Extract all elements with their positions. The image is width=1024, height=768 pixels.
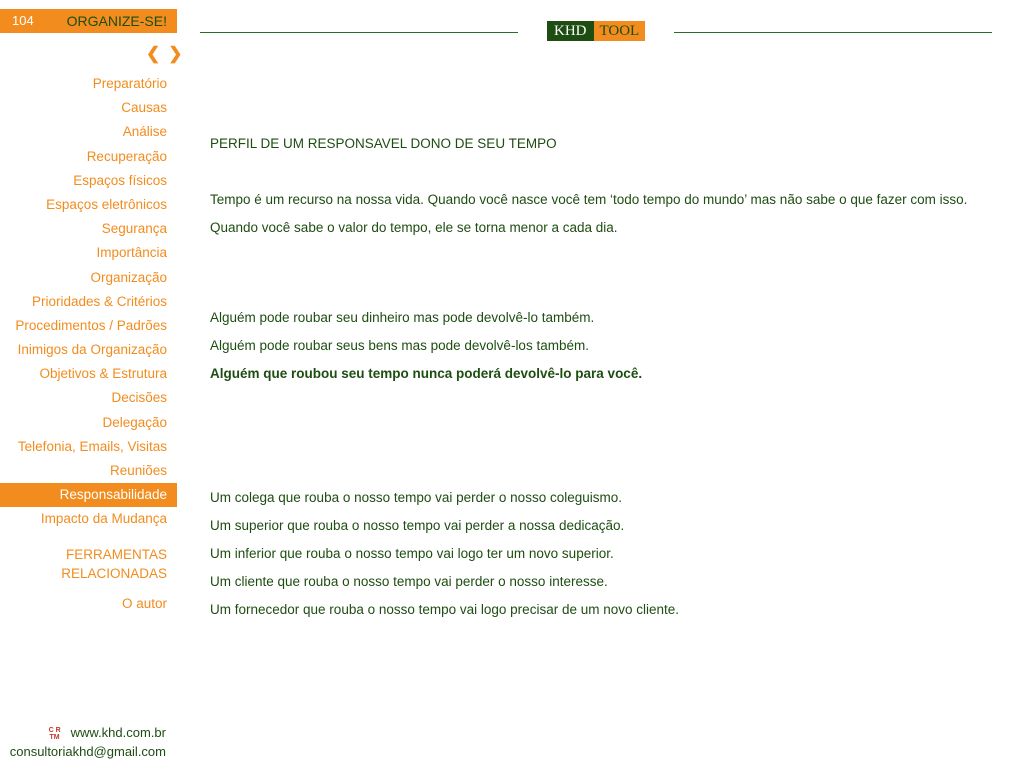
sidebar-item-prioridades[interactable]: Prioridades & Critérios [31,293,167,309]
sidebar-item-recuperacao[interactable]: Recuperação [86,148,167,164]
page-number: 104 [12,13,34,28]
intro-line: Quando você sabe o valor do tempo, ele se torna menor a cada dia. [210,220,618,235]
steal-line-emphasis: Alguém que roubou seu tempo nunca poderá devolvê-lo para você. [210,366,643,381]
sidebar-nav [0,72,177,532]
intro-paragraph [210,186,967,242]
intro-line: Tempo é um recurso na nossa vida. Quando você nasce você tem ‘todo tempo do mundo’ mas não sabe o que fazer com isso. [210,192,968,207]
section-header-bar [0,9,177,33]
logo-khd: KHD [547,21,594,41]
copyright-trademark-icon: C R TM [48,726,61,741]
sidebar-item-objetivos[interactable]: Objetivos & Estrutura [39,366,167,382]
next-arrow-icon[interactable]: ❯ [168,44,185,63]
sidebar-item-causas[interactable]: Causas [121,100,167,116]
sidebar-item-inimigos[interactable]: Inimigos da Organização [17,342,167,358]
sidebar-item-telefonia[interactable]: Telefonia, Emails, Visitas [17,438,167,454]
sidebar-item-impacto[interactable]: Impacto da Mudança [40,511,167,527]
sidebar-item-espacos-eletronicos[interactable]: Espaços eletrônicos [46,196,167,212]
author-link[interactable]: O autor [121,596,167,611]
khd-tool-logo [547,21,645,41]
related-tools-line1: FERRAMENTAS [65,547,167,562]
consequence-line: Um inferior que rouba o nosso tempo vai logo ter um novo superior. [210,546,614,561]
consequence-line: Um fornecedor que rouba o nosso tempo vai logo precisar de um novo cliente. [210,602,680,617]
consequence-line: Um superior que rouba o nosso tempo vai perder a nossa dedicação. [210,518,625,533]
consequences-paragraph [210,484,679,624]
sidebar-item-reunioes[interactable]: Reuniões [109,463,167,478]
footer [0,723,166,761]
header-rule-left [200,32,518,33]
sidebar-item-organizacao[interactable]: Organização [90,269,167,285]
steal-line: Alguém pode roubar seus bens mas pode devolvê-los também. [210,338,589,353]
related-tools-line2: RELACIONADAS [61,566,167,581]
sidebar-item-espacos-fisicos[interactable]: Espaços físicos [73,172,167,188]
consequence-line: Um colega que rouba o nosso tempo vai perder o nosso coleguismo. [210,490,622,505]
consequence-line: Um cliente que rouba o nosso tempo vai perder o nosso interesse. [210,574,608,589]
sidebar-item-seguranca[interactable]: Segurança [101,221,167,237]
prev-arrow-icon[interactable]: ❮ [146,44,163,63]
related-tools-link[interactable] [0,545,167,583]
steal-line: Alguém pode roubar seu dinheiro mas pode devolvê-lo também. [210,310,595,325]
sidebar-item-analise[interactable]: Análise [122,124,167,140]
website-link[interactable]: www.khd.com.br [70,725,166,740]
sidebar-item-preparatorio[interactable]: Preparatório [92,76,167,91]
email-link[interactable]: consultoriakhd@gmail.com [9,744,166,759]
sidebar-item-responsabilidade[interactable]: Responsabilidade [0,483,177,507]
logo-tool: TOOL [594,21,646,41]
page-heading: PERFIL DE UM RESPONSAVEL DONO DE SEU TEMPO [210,136,557,151]
header-rule-right [674,32,992,33]
sidebar-item-delegacao[interactable]: Delegação [102,414,167,430]
sidebar-item-decisoes[interactable]: Decisões [111,390,167,406]
main-content [210,130,557,158]
sidebar-item-importancia[interactable]: Importância [96,245,167,261]
section-title: ORGANIZE-SE! [66,13,167,29]
steal-paragraph [210,304,642,388]
page-navigation [143,44,188,64]
sidebar-item-procedimentos[interactable]: Procedimentos / Padrões [15,317,167,333]
